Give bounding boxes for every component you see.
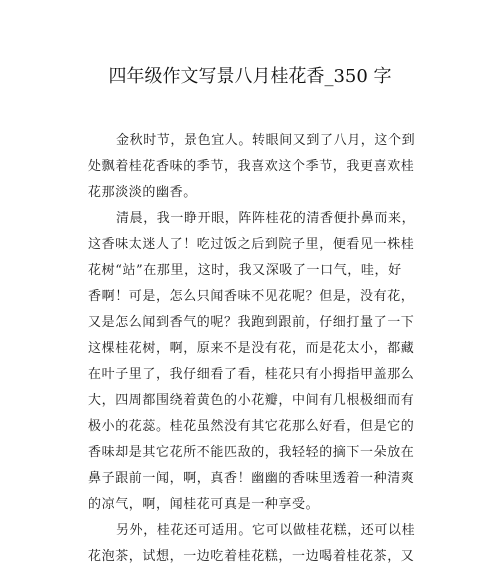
text-line: 另外，桂花还可适用。它可以做桂花糕，还可以桂: [116, 523, 416, 538]
text-line: 极小的花蕊。桂花虽然没有其它花那么好看，但是它的: [88, 419, 415, 434]
text-line: 清晨，我一睁开眼，阵阵桂花的清香便扑鼻而来，: [116, 211, 416, 226]
text-line: 的凉气，啊，闻桂花可真是一种享受。: [88, 497, 320, 512]
text-line: 又是怎么闻到香气的呢？我跑到跟前，仔细打量了一下: [88, 315, 415, 330]
text-line: 金秋时节，景色宜人。转眼间又到了八月，这个到: [116, 133, 416, 148]
document-body: [88, 128, 418, 570]
text-line: 香味却是其它花所不能匹敌的，我轻轻的摘下一朵放在: [88, 445, 415, 460]
text-line: 在叶子里了，我仔细看了看，桂花只有小拇指甲盖那么: [88, 367, 415, 382]
text-line: 花那淡淡的幽香。: [88, 185, 197, 200]
text-line: 大，四周都围绕着黄色的小花瓣，中间有几根极细而有: [88, 393, 415, 408]
text-line: 这棵桂花树，啊，原来不是没有花，而是花太小，都藏: [88, 341, 415, 356]
text-line: 鼻子跟前一闻，啊，真香！幽幽的香味里透着一种清爽: [88, 471, 415, 486]
text-line: 花树“站”在那里，这时，我又深吸了一口气，哇，好: [88, 263, 402, 278]
text-line: 香啊！可是，怎么只闻香味不见花呢？但是，没有花，: [88, 289, 415, 304]
text-line: 这香味太迷人了！吃过饭之后到院子里，便看见一株桂: [88, 237, 415, 252]
document-title: 四年级作文写景八月桂花香_350 字: [108, 66, 392, 87]
text-line: 花泡茶，试想，一边吃着桂花糕，一边喝着桂花茶，又: [88, 549, 415, 564]
text-line: 处飘着桂花香味的季节，我喜欢这个季节，我更喜欢桂: [88, 159, 415, 174]
